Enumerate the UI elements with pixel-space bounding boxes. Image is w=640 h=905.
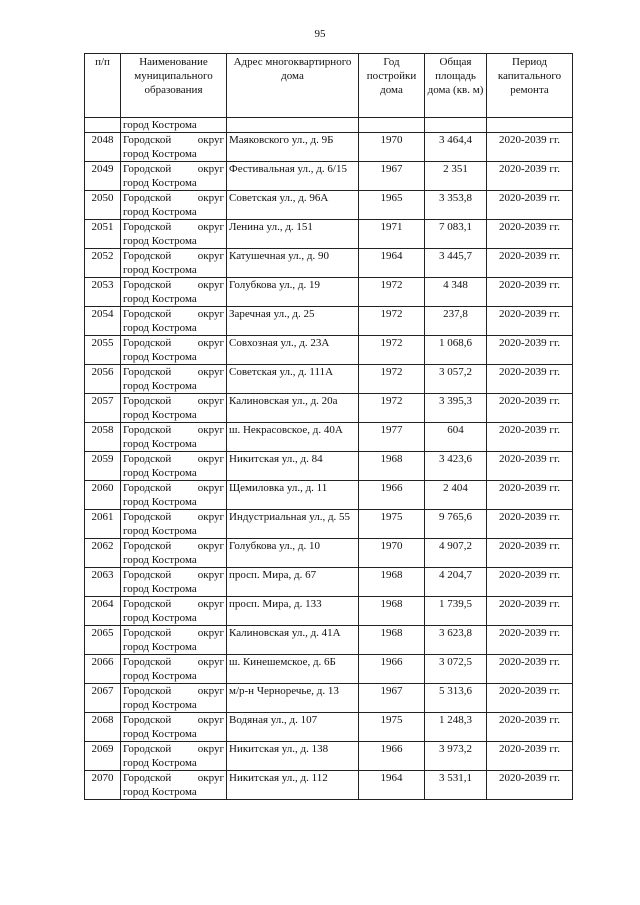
cell-address: Советская ул., д. 96А: [227, 191, 359, 220]
cell-address: Калиновская ул., д. 20а: [227, 394, 359, 423]
cell-num: 2063: [85, 568, 121, 597]
cell-num: 2054: [85, 307, 121, 336]
cell-area: 5 313,6: [425, 684, 487, 713]
cell-municipality: Городской округ город Кострома: [121, 742, 227, 771]
cell-year: 1966: [359, 481, 425, 510]
cell-area: 604: [425, 423, 487, 452]
cell-period: 2020-2039 гг.: [487, 278, 573, 307]
header-year: Год постройки дома: [359, 54, 425, 118]
cell-period: 2020-2039 гг.: [487, 568, 573, 597]
cell-num: 2060: [85, 481, 121, 510]
table-row: [85, 510, 573, 539]
cell-municipality: Городской округ город Кострома: [121, 133, 227, 162]
cell-num: 2061: [85, 510, 121, 539]
cell-period: 2020-2039 гг.: [487, 336, 573, 365]
cell-municipality: Городской округ город Кострома: [121, 365, 227, 394]
cell-municipality: Городской округ город Кострома: [121, 655, 227, 684]
cell-num: 2049: [85, 162, 121, 191]
cell-address: м/р-н Черноречье, д. 13: [227, 684, 359, 713]
cell-address: Калиновская ул., д. 41А: [227, 626, 359, 655]
cell-area: 3 531,1: [425, 771, 487, 800]
table-row: [85, 597, 573, 626]
cell-num: 2052: [85, 249, 121, 278]
cell-period: [487, 118, 573, 133]
cell-num: 2058: [85, 423, 121, 452]
cell-period: 2020-2039 гг.: [487, 626, 573, 655]
cell-num: 2055: [85, 336, 121, 365]
table-row: [85, 423, 573, 452]
cell-year: 1964: [359, 249, 425, 278]
header-municipality: Наименование муниципального образования: [121, 54, 227, 118]
cell-num: 2066: [85, 655, 121, 684]
cell-municipality: Городской округ город Кострома: [121, 394, 227, 423]
cell-num: 2059: [85, 452, 121, 481]
cell-area: 3 464,4: [425, 133, 487, 162]
table-row: [85, 249, 573, 278]
cell-municipality: Городской округ город Кострома: [121, 336, 227, 365]
cell-area: 7 083,1: [425, 220, 487, 249]
cell-area: 9 765,6: [425, 510, 487, 539]
cell-num: 2053: [85, 278, 121, 307]
cell-address: Катушечная ул., д. 90: [227, 249, 359, 278]
cell-municipality: Городской округ город Кострома: [121, 278, 227, 307]
cell-year: 1965: [359, 191, 425, 220]
cell-address: Заречная ул., д. 25: [227, 307, 359, 336]
cell-num: 2068: [85, 713, 121, 742]
cell-period: 2020-2039 гг.: [487, 394, 573, 423]
table-row: [85, 307, 573, 336]
table-header: [85, 54, 573, 118]
cell-address: Щемиловка ул., д. 11: [227, 481, 359, 510]
cell-address: Совхозная ул., д. 23А: [227, 336, 359, 365]
table-row: [85, 568, 573, 597]
table-row: [85, 684, 573, 713]
cell-area: 3 395,3: [425, 394, 487, 423]
cell-municipality: Городской округ город Кострома: [121, 162, 227, 191]
cell-address: Маяковского ул., д. 9Б: [227, 133, 359, 162]
cell-municipality: Городской округ город Кострома: [121, 481, 227, 510]
cell-year: 1968: [359, 626, 425, 655]
table-row: [85, 452, 573, 481]
cell-year: 1972: [359, 278, 425, 307]
cell-municipality: Городской округ город Кострома: [121, 191, 227, 220]
cell-period: 2020-2039 гг.: [487, 133, 573, 162]
cell-municipality: город Кострома: [121, 118, 227, 133]
cell-municipality: Городской округ город Кострома: [121, 568, 227, 597]
cell-year: 1967: [359, 684, 425, 713]
cell-address: Фестивальная ул., д. 6/15: [227, 162, 359, 191]
cell-area: 3 057,2: [425, 365, 487, 394]
cell-area: 4 348: [425, 278, 487, 307]
cell-municipality: Городской округ город Кострома: [121, 423, 227, 452]
cell-address: Индустриальная ул., д. 55: [227, 510, 359, 539]
cell-municipality: Городской округ город Кострома: [121, 597, 227, 626]
cell-num: 2064: [85, 597, 121, 626]
cell-period: 2020-2039 гг.: [487, 655, 573, 684]
cell-year: 1972: [359, 365, 425, 394]
cell-num: 2051: [85, 220, 121, 249]
table-row: [85, 713, 573, 742]
cell-period: 2020-2039 гг.: [487, 713, 573, 742]
cell-num: 2062: [85, 539, 121, 568]
table-row: [85, 336, 573, 365]
cell-municipality: Городской округ город Кострома: [121, 249, 227, 278]
cell-period: 2020-2039 гг.: [487, 452, 573, 481]
cell-num: [85, 118, 121, 133]
cell-area: 3 072,5: [425, 655, 487, 684]
table-row: [85, 133, 573, 162]
cell-year: 1977: [359, 423, 425, 452]
cell-year: [359, 118, 425, 133]
cell-num: 2069: [85, 742, 121, 771]
cell-address: Никитская ул., д. 84: [227, 452, 359, 481]
table-row: [85, 220, 573, 249]
cell-address: Голубкова ул., д. 10: [227, 539, 359, 568]
cell-period: 2020-2039 гг.: [487, 481, 573, 510]
cell-year: 1967: [359, 162, 425, 191]
cell-year: 1972: [359, 307, 425, 336]
cell-municipality: Городской округ город Кострома: [121, 510, 227, 539]
table-row: [85, 162, 573, 191]
cell-period: 2020-2039 гг.: [487, 597, 573, 626]
table-row: [85, 481, 573, 510]
cell-area: 2 351: [425, 162, 487, 191]
header-address: Адрес многоквартирного дома: [227, 54, 359, 118]
cell-address: просп. Мира, д. 67: [227, 568, 359, 597]
cell-address: Советская ул., д. 111А: [227, 365, 359, 394]
cell-period: 2020-2039 гг.: [487, 510, 573, 539]
cell-num: 2070: [85, 771, 121, 800]
cell-year: 1966: [359, 742, 425, 771]
cell-year: 1968: [359, 597, 425, 626]
cell-municipality: Городской округ город Кострома: [121, 539, 227, 568]
cell-period: 2020-2039 гг.: [487, 771, 573, 800]
cell-address: Водяная ул., д. 107: [227, 713, 359, 742]
cell-period: 2020-2039 гг.: [487, 742, 573, 771]
cell-year: 1970: [359, 539, 425, 568]
cell-period: 2020-2039 гг.: [487, 423, 573, 452]
cell-num: 2048: [85, 133, 121, 162]
housing-table: [84, 53, 573, 800]
header-num: п/п: [85, 54, 121, 118]
cell-area: 2 404: [425, 481, 487, 510]
table-row: [85, 539, 573, 568]
cell-address: Никитская ул., д. 112: [227, 771, 359, 800]
cell-num: 2067: [85, 684, 121, 713]
cell-num: 2065: [85, 626, 121, 655]
table-row: [85, 655, 573, 684]
cell-year: 1972: [359, 394, 425, 423]
table-row: [85, 771, 573, 800]
cell-year: 1975: [359, 510, 425, 539]
cell-year: 1964: [359, 771, 425, 800]
cell-period: 2020-2039 гг.: [487, 539, 573, 568]
cell-year: 1975: [359, 713, 425, 742]
table-row: [85, 742, 573, 771]
cell-municipality: Городской округ город Кострома: [121, 771, 227, 800]
cell-municipality: Городской округ город Кострома: [121, 452, 227, 481]
cell-municipality: Городской округ город Кострома: [121, 220, 227, 249]
cell-area: 3 423,6: [425, 452, 487, 481]
cell-year: 1966: [359, 655, 425, 684]
table-row-continuation: [85, 118, 573, 133]
cell-period: 2020-2039 гг.: [487, 249, 573, 278]
cell-municipality: Городской округ город Кострома: [121, 626, 227, 655]
table-body: [85, 118, 573, 800]
cell-area: [425, 118, 487, 133]
table-row: [85, 365, 573, 394]
cell-num: 2057: [85, 394, 121, 423]
cell-period: 2020-2039 гг.: [487, 220, 573, 249]
cell-period: 2020-2039 гг.: [487, 307, 573, 336]
cell-area: 3 445,7: [425, 249, 487, 278]
cell-address: просп. Мира, д. 133: [227, 597, 359, 626]
cell-municipality: Городской округ город Кострома: [121, 684, 227, 713]
cell-period: 2020-2039 гг.: [487, 365, 573, 394]
cell-year: 1971: [359, 220, 425, 249]
cell-address: Никитская ул., д. 138: [227, 742, 359, 771]
cell-year: 1968: [359, 568, 425, 597]
cell-period: 2020-2039 гг.: [487, 684, 573, 713]
cell-area: 3 973,2: [425, 742, 487, 771]
cell-area: 1 248,3: [425, 713, 487, 742]
cell-year: 1970: [359, 133, 425, 162]
cell-period: 2020-2039 гг.: [487, 162, 573, 191]
cell-area: 1 068,6: [425, 336, 487, 365]
cell-address: Ленина ул., д. 151: [227, 220, 359, 249]
table-row: [85, 191, 573, 220]
cell-area: 4 204,7: [425, 568, 487, 597]
cell-num: 2050: [85, 191, 121, 220]
cell-municipality: Городской округ город Кострома: [121, 713, 227, 742]
table-row: [85, 626, 573, 655]
cell-address: ш. Кинешемское, д. 6Б: [227, 655, 359, 684]
cell-address: [227, 118, 359, 133]
table-row: [85, 394, 573, 423]
cell-area: 3 353,8: [425, 191, 487, 220]
cell-address: Голубкова ул., д. 19: [227, 278, 359, 307]
header-period: Период капитального ремонта: [487, 54, 573, 118]
table-row: [85, 278, 573, 307]
cell-period: 2020-2039 гг.: [487, 191, 573, 220]
cell-municipality: Городской округ город Кострома: [121, 307, 227, 336]
cell-area: 237,8: [425, 307, 487, 336]
cell-area: 4 907,2: [425, 539, 487, 568]
page-number: 95: [314, 28, 326, 40]
cell-year: 1972: [359, 336, 425, 365]
cell-area: 1 739,5: [425, 597, 487, 626]
cell-num: 2056: [85, 365, 121, 394]
header-area: Общая площадь дома (кв. м): [425, 54, 487, 118]
cell-area: 3 623,8: [425, 626, 487, 655]
cell-year: 1968: [359, 452, 425, 481]
cell-address: ш. Некрасовское, д. 40А: [227, 423, 359, 452]
